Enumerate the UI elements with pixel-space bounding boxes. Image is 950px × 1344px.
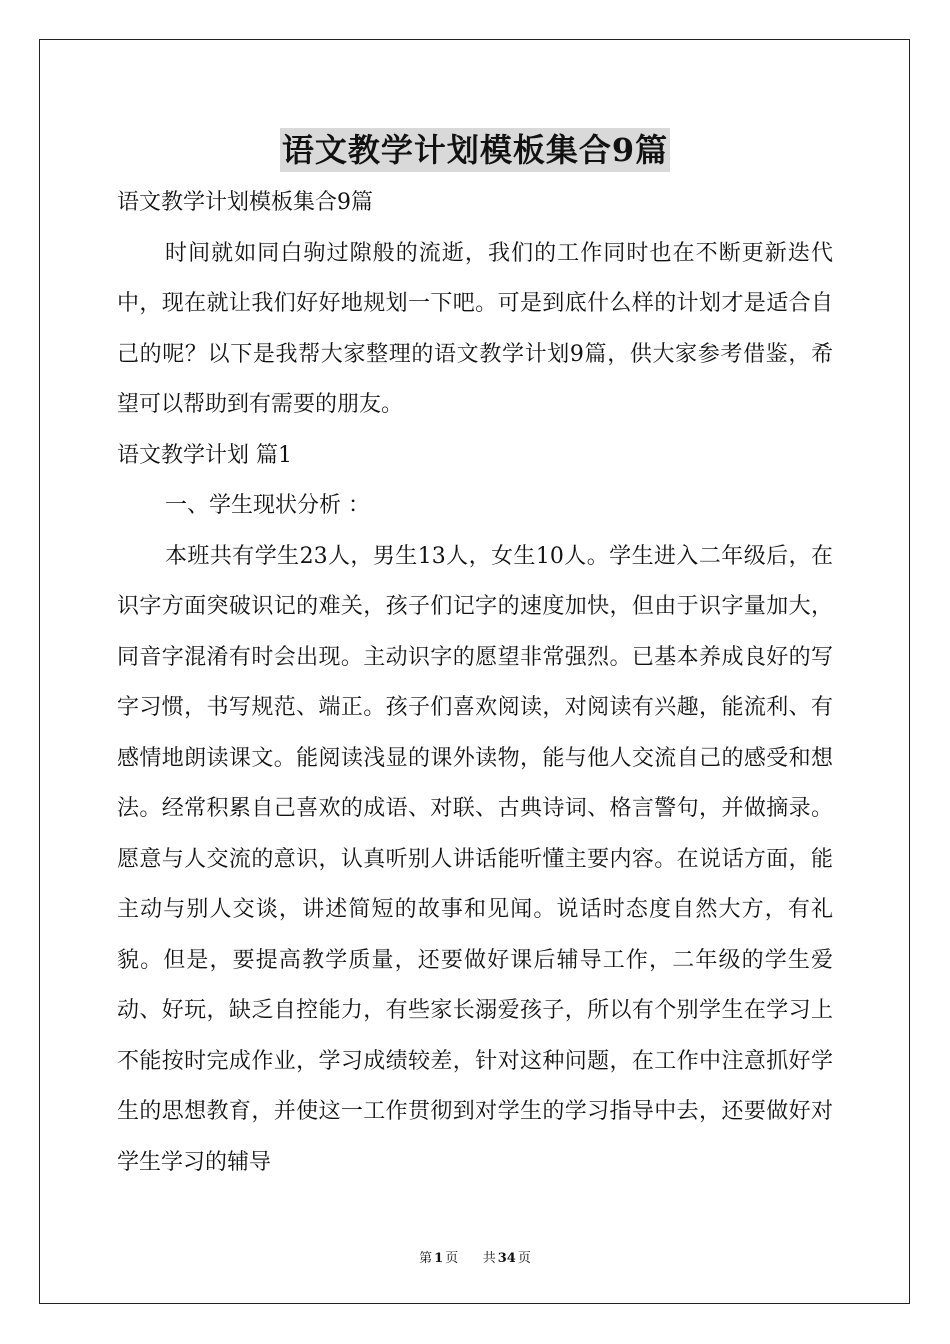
page-number: 第 1 页 xyxy=(419,1251,459,1266)
page-footer xyxy=(0,1247,950,1266)
document-body xyxy=(117,178,833,1188)
body-paragraph: 本班共有学生23人，男生13人，女生10人。学生进入二年级后，在识字方面突破识记的难关，孩子们记字的速度加快，但由于识字量加大，同音字混淆有时会出现。主动识字的愿望非常强烈。已基本养成良好的写字习惯，书写规范、端正。孩子们喜欢阅读，对阅读有兴趣，能流利、有感情地朗读课文。能阅读浅显的课外读物，能与他人交流自己的感受和想法。经常积累自己喜欢的成语、对联、古典诗词、格言警句，并做摘录。愿意与人交流的意识，认真听别人讲话能听懂主要内容。在说话方面，能主动与别人交谈，讲述简短的故事和见闻。说话时态度自然大方，有礼貌。但是，要提高教学质量，还要做好课后辅导工作，二年级的学生爱动、好玩，缺乏自控能力，有些家长溺爱孩子，所以有个别学生在学习上不能按时完成作业，学习成绩较差，针对这种问题，在工作中注意抓好学生的思想教育，并使这一工作贯彻到对学生的学习指导中去，还要做好对学生学习的辅导 xyxy=(117,543,834,1175)
page-total: 共 34 页 xyxy=(482,1251,531,1266)
subsection-heading: 一、学生现状分析 ： xyxy=(165,493,370,518)
intro-paragraph: 时间就如同白驹过隙般的流逝，我们的工作同时也在不断更新迭代中，现在就让我们好好地规划一下吧。可是到底什么样的计划才是适合自己的呢？以下是我帮大家整理的语文教学计划9篇，供大家参考借鉴，希望可以帮助到有需要的朋友。 xyxy=(117,240,833,417)
document-subtitle: 语文教学计划模板集合9篇 xyxy=(117,190,373,215)
title-container xyxy=(0,128,950,172)
section-heading: 语文教学计划 篇1 xyxy=(117,442,292,468)
document-title: 语文教学计划模板集合9篇 xyxy=(280,128,670,172)
